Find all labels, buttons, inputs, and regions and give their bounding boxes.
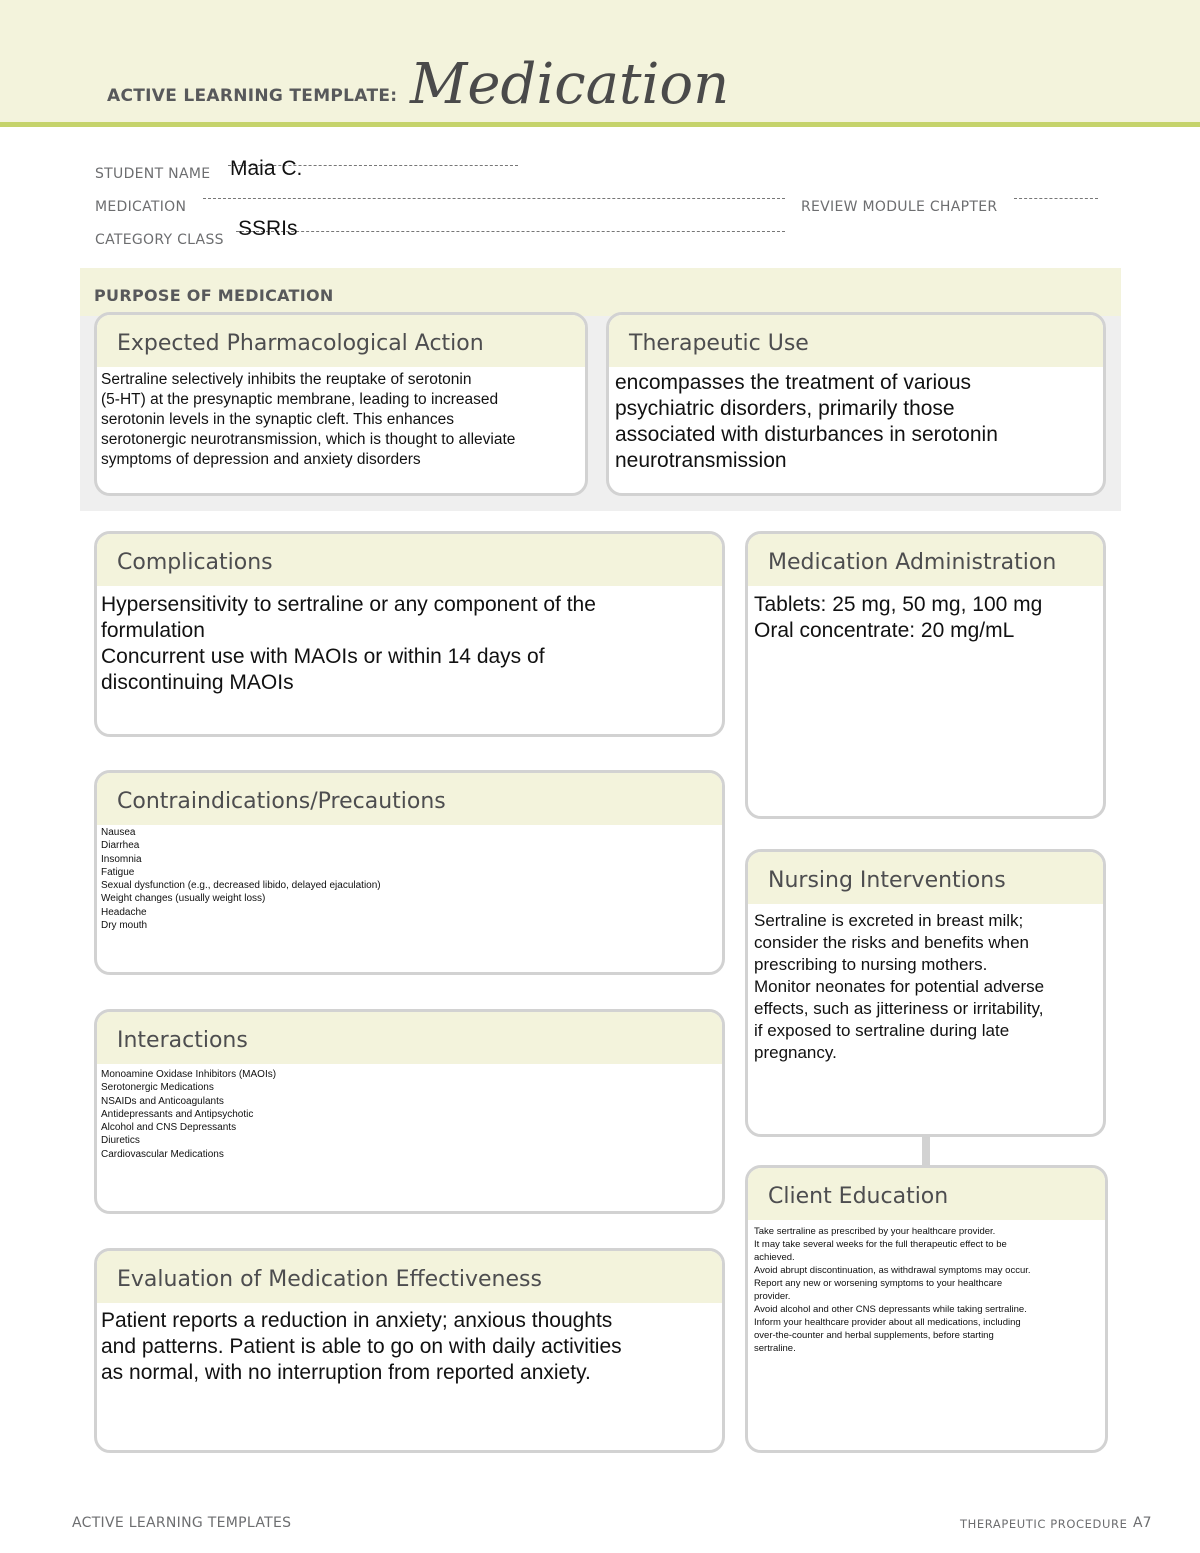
text-line: Sexual dysfunction (e.g., decreased libido, delayed ejaculation)	[101, 880, 381, 892]
text-line: and patterns. Patient is able to go on with daily activities	[101, 1335, 622, 1358]
text-line: Weight changes (usually weight loss)	[101, 893, 266, 905]
text-line: Avoid alcohol and other CNS depressants while taking sertraline.	[754, 1304, 1027, 1315]
text-line: Inform your healthcare provider about all medications, including	[754, 1317, 1021, 1328]
text-line: achieved.	[754, 1252, 795, 1263]
text-line: Concurrent use with MAOIs or within 14 days of	[101, 645, 545, 668]
text-line: Monoamine Oxidase Inhibitors (MAOIs)	[101, 1069, 277, 1080]
review-module-field[interactable]	[1014, 198, 1098, 199]
complications-box	[94, 531, 725, 737]
client-education-box	[745, 1165, 1108, 1453]
box-connector	[922, 1135, 930, 1167]
text-line: Hypersensitivity to sertraline or any component of the	[101, 593, 596, 616]
text-line: Diuretics	[101, 1135, 140, 1147]
therapeutic-use-title: Therapeutic Use	[629, 331, 809, 356]
text-line: Sertraline is excreted in breast milk;	[754, 911, 1024, 930]
review-module-label: REVIEW MODULE CHAPTER	[801, 199, 998, 215]
text-line: as normal, with no interruption from reported anxiety.	[101, 1361, 591, 1384]
text-line: encompasses the treatment of various	[615, 371, 972, 394]
client-education-title: Client Education	[768, 1184, 949, 1209]
interactions-title: Interactions	[117, 1028, 248, 1053]
text-line: Insomnia	[101, 853, 142, 865]
therapeutic-use-text[interactable]	[615, 370, 1099, 489]
contraindications-title: Contraindications/Precautions	[117, 789, 446, 814]
student-name-label: STUDENT NAME	[95, 166, 211, 182]
text-line: Fatigue	[101, 866, 135, 878]
text-line: symptoms of depression and anxiety disorders	[101, 451, 421, 468]
header-rule	[0, 122, 1200, 127]
text-line: NSAIDs and Anticoagulants	[101, 1095, 224, 1107]
footer-left: ACTIVE LEARNING TEMPLATES	[72, 1515, 292, 1531]
category-class-label: CATEGORY CLASS	[95, 232, 224, 248]
category-class-line	[236, 231, 785, 232]
text-line: consider the risks and benefits when	[754, 933, 1029, 952]
interactions-text[interactable]	[101, 1068, 718, 1207]
text-line: Headache	[101, 906, 147, 918]
expected-action-text[interactable]	[101, 370, 581, 489]
text-line: Tablets: 25 mg, 50 mg, 100 mg	[754, 593, 1043, 616]
text-line: Cardiovascular Medications	[101, 1148, 224, 1160]
footer-right: THERAPEUTIC PROCEDURE	[960, 1517, 1128, 1531]
text-line: if exposed to sertraline during late	[754, 1021, 1010, 1040]
text-line: Oral concentrate: 20 mg/mL	[754, 619, 1015, 642]
text-line: Sertraline selectively inhibits the reuptake of serotonin	[101, 371, 472, 388]
contraindications-box	[94, 770, 725, 975]
text-line: (5-HT) at the presynaptic membrane, leading to increased	[101, 391, 499, 408]
complications-title: Complications	[117, 550, 273, 575]
nursing-title: Nursing Interventions	[768, 868, 1006, 893]
text-line: psychiatric disorders, primarily those	[615, 397, 955, 420]
text-line: Serotonergic Medications	[101, 1082, 214, 1094]
text-line: provider.	[754, 1291, 791, 1302]
medication-line	[203, 198, 785, 199]
text-line: serotonergic neurotransmission, which is thought to alleviate	[101, 431, 516, 448]
interactions-box	[94, 1009, 725, 1214]
nursing-box	[745, 849, 1106, 1137]
text-line: over-the-counter and herbal supplements, before starting	[754, 1330, 994, 1341]
template-label: ACTIVE LEARNING TEMPLATE:	[107, 86, 398, 106]
administration-title: Medication Administration	[768, 550, 1057, 575]
text-line: Diarrhea	[101, 840, 140, 852]
expected-action-title: Expected Pharmacological Action	[117, 331, 484, 356]
evaluation-title: Evaluation of Medication Effectiveness	[117, 1267, 542, 1292]
text-line: serotonin levels in the synaptic cleft. This enhances	[101, 411, 454, 428]
text-line: It may take several weeks for the full therapeutic effect to be	[754, 1239, 1007, 1250]
footer-page-number: A7	[1133, 1515, 1152, 1531]
category-class-field[interactable]: SSRIs	[238, 217, 298, 240]
text-line: formulation	[101, 619, 205, 642]
text-line: pregnancy.	[754, 1043, 837, 1062]
text-line: prescribing to nursing mothers.	[754, 955, 988, 974]
evaluation-text[interactable]	[101, 1308, 718, 1446]
text-line: Monitor neonates for potential adverse	[754, 977, 1045, 996]
text-line: sertraline.	[754, 1343, 796, 1354]
text-line: Alcohol and CNS Depressants	[101, 1122, 237, 1134]
text-line: Avoid abrupt discontinuation, as withdrawal symptoms may occur.	[754, 1265, 1031, 1276]
text-line: associated with disturbances in serotonin	[615, 423, 998, 446]
contraindications-text[interactable]	[101, 826, 718, 968]
medication-label: MEDICATION	[95, 199, 187, 215]
text-line: Antidepressants and Antipsychotic	[101, 1108, 254, 1120]
expected-action-box	[94, 312, 588, 496]
text-line: Take sertraline as prescribed by your healthcare provider.	[754, 1226, 996, 1237]
administration-box	[745, 531, 1106, 819]
text-line: discontinuing MAOIs	[101, 671, 294, 694]
template-title: Medication	[410, 52, 730, 117]
text-line: Patient reports a reduction in anxiety; anxious thoughts	[101, 1309, 613, 1332]
student-name-field[interactable]: Maia C.	[230, 157, 303, 180]
evaluation-box	[94, 1248, 725, 1453]
text-line: Report any new or worsening symptoms to your healthcare	[754, 1278, 1003, 1289]
administration-text[interactable]	[754, 592, 1099, 812]
text-line: Nausea	[101, 827, 136, 838]
complications-text[interactable]	[101, 592, 718, 730]
therapeutic-use-box	[606, 312, 1106, 496]
client-education-text[interactable]	[754, 1225, 1101, 1446]
text-line: effects, such as jitteriness or irritability,	[754, 999, 1044, 1018]
purpose-label: PURPOSE OF MEDICATION	[94, 286, 334, 305]
nursing-text[interactable]	[754, 910, 1099, 1130]
text-line: Dry mouth	[101, 920, 148, 932]
text-line: neurotransmission	[615, 449, 787, 472]
